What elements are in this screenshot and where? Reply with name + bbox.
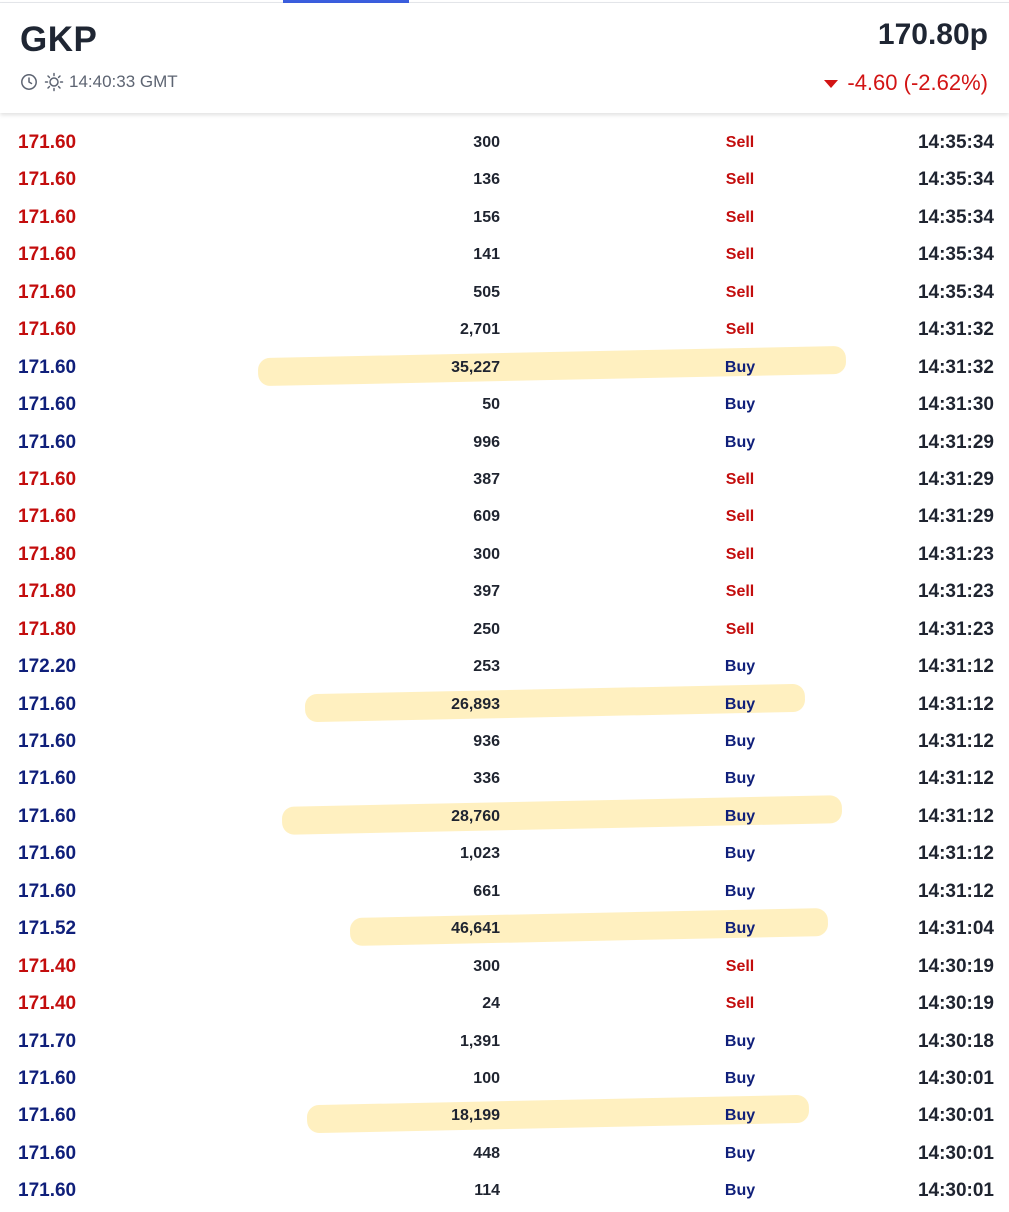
trade-side: Buy <box>724 695 756 713</box>
trade-side: Buy <box>724 1069 756 1087</box>
trade-row <box>0 1094 1009 1131</box>
ticker-symbol: GKP <box>20 20 98 59</box>
trade-time: 14:31:04 <box>917 918 994 940</box>
trade-quantity: 2,701 <box>459 321 500 339</box>
trade-price: 171.60 <box>18 880 77 902</box>
trade-side: Buy <box>724 920 756 938</box>
trade-time: 14:30:19 <box>917 955 994 977</box>
trade-row <box>0 1057 1009 1094</box>
trade-quantity: 136 <box>473 171 500 189</box>
trade-side: Sell <box>725 470 755 488</box>
trade-row <box>0 1020 1009 1057</box>
quote-time: 14:40:33 GMT <box>69 72 178 91</box>
trade-time: 14:31:12 <box>917 731 994 752</box>
trade-time: 14:35:34 <box>917 281 994 303</box>
trade-price: 171.80 <box>18 543 77 565</box>
trade-row <box>0 1132 1009 1169</box>
trade-quantity: 18,199 <box>451 1107 500 1125</box>
trade-side: Sell <box>725 583 755 601</box>
trade-side: Buy <box>724 882 756 900</box>
sun-icon <box>44 72 64 92</box>
trade-side: Buy <box>724 770 756 788</box>
trade-row <box>0 982 1009 1019</box>
trade-quantity: 505 <box>473 283 500 301</box>
trade-row <box>0 533 1009 570</box>
trade-row <box>0 383 1009 420</box>
trade-quantity: 114 <box>474 1182 500 1200</box>
trade-time: 14:35:34 <box>917 206 994 228</box>
price-change-value: -4.60 (-2.62%) <box>847 70 988 95</box>
trade-side: Buy <box>724 433 756 451</box>
trade-time: 14:30:18 <box>917 1030 994 1052</box>
trade-row <box>0 870 1009 907</box>
trade-row <box>0 570 1009 607</box>
trade-quantity: 250 <box>473 620 500 638</box>
trade-quantity: 100 <box>473 1069 500 1087</box>
trade-price: 171.80 <box>18 618 77 640</box>
price-change <box>824 70 988 96</box>
trade-quantity: 387 <box>473 470 500 488</box>
trade-quantity: 28,760 <box>451 807 500 825</box>
trade-time: 14:31:12 <box>917 805 994 827</box>
trade-quantity: 35,227 <box>451 358 500 376</box>
trade-side: Sell <box>725 995 755 1013</box>
trade-price: 171.60 <box>18 768 77 790</box>
trade-time: 14:30:01 <box>917 1105 994 1127</box>
trade-price: 171.60 <box>18 1067 77 1089</box>
trade-price: 171.60 <box>18 731 77 752</box>
trade-price: 171.60 <box>18 1105 77 1127</box>
trade-row <box>0 308 1009 345</box>
trade-price: 171.60 <box>18 319 77 341</box>
trade-time: 14:31:12 <box>917 656 994 678</box>
clock-icon <box>20 73 38 91</box>
trade-side: Buy <box>724 396 756 414</box>
trade-row <box>0 121 1009 158</box>
trade-time: 14:31:23 <box>917 581 994 603</box>
trade-quantity: 996 <box>473 433 500 451</box>
trade-row <box>0 458 1009 495</box>
trade-price: 171.70 <box>18 1030 77 1052</box>
trade-price: 171.60 <box>18 431 77 453</box>
trade-price: 171.60 <box>18 281 77 303</box>
trade-price: 171.40 <box>18 955 77 977</box>
trade-price: 171.60 <box>18 1180 77 1202</box>
quote-header <box>0 3 1009 113</box>
trade-time: 14:31:23 <box>917 618 994 640</box>
trade-quantity: 336 <box>473 770 500 788</box>
trade-side: Buy <box>724 733 756 750</box>
market-time <box>20 71 178 93</box>
trade-row <box>0 346 1009 383</box>
trade-side: Buy <box>724 1107 756 1125</box>
trade-row <box>0 271 1009 308</box>
trade-price: 171.60 <box>18 206 77 228</box>
highlighter-mark <box>350 908 828 946</box>
trade-time: 14:31:29 <box>917 506 994 528</box>
trade-row <box>0 720 1009 757</box>
trade-side: Buy <box>724 1182 756 1200</box>
trade-quantity: 26,893 <box>451 695 500 713</box>
trade-quantity: 936 <box>473 733 500 750</box>
trade-side: Sell <box>725 620 755 638</box>
trade-price: 171.60 <box>18 805 77 827</box>
trade-side: Sell <box>725 545 755 563</box>
trade-quantity: 300 <box>473 957 500 975</box>
trade-quantity: 253 <box>473 658 500 676</box>
trade-side: Sell <box>725 957 755 975</box>
trade-side: Sell <box>725 283 755 301</box>
trade-price: 171.60 <box>18 693 77 715</box>
trade-time: 14:30:01 <box>917 1180 994 1202</box>
trade-quantity: 448 <box>473 1144 500 1162</box>
trade-row <box>0 832 1009 869</box>
trade-price: 171.60 <box>18 468 77 490</box>
trade-side: Buy <box>724 358 756 376</box>
highlighter-mark <box>258 345 846 385</box>
trade-side: Buy <box>724 807 756 825</box>
trades-list <box>0 121 1009 1207</box>
trade-price: 171.52 <box>18 918 77 940</box>
trade-time: 14:31:29 <box>917 431 994 453</box>
trade-time: 14:31:12 <box>917 880 994 902</box>
last-price: 170.80p <box>877 18 988 51</box>
trade-side: Sell <box>725 134 755 151</box>
trade-time: 14:30:01 <box>917 1142 994 1164</box>
trade-row <box>0 795 1009 832</box>
trade-time: 14:31:32 <box>917 356 994 378</box>
trade-side: Sell <box>725 508 755 526</box>
trade-quantity: 1,023 <box>459 845 500 863</box>
trade-price: 171.60 <box>18 506 77 528</box>
trade-price: 171.60 <box>18 843 77 865</box>
trade-quantity: 397 <box>473 583 500 601</box>
trade-row <box>0 421 1009 458</box>
highlighter-mark <box>282 795 842 835</box>
trade-quantity: 156 <box>473 208 500 226</box>
trade-row <box>0 945 1009 982</box>
trade-row <box>0 1169 1009 1206</box>
trade-row <box>0 158 1009 195</box>
trade-time: 14:35:34 <box>917 244 994 266</box>
trade-quantity: 661 <box>473 882 500 900</box>
trade-time: 14:31:23 <box>917 543 994 565</box>
trade-price: 171.80 <box>18 581 77 603</box>
trade-side: Sell <box>725 321 755 339</box>
trade-quantity: 609 <box>473 508 500 526</box>
trade-price: 171.60 <box>18 169 77 191</box>
trade-side: Buy <box>724 845 756 863</box>
trade-side: Sell <box>725 208 755 226</box>
trade-quantity: 46,641 <box>451 920 500 938</box>
trade-row <box>0 645 1009 682</box>
trade-quantity: 1,391 <box>459 1032 500 1050</box>
trade-time: 14:31:12 <box>917 693 994 715</box>
trade-time: 14:31:30 <box>917 394 994 416</box>
trade-time: 14:31:29 <box>917 468 994 490</box>
trade-price: 171.60 <box>18 356 77 378</box>
trade-price: 171.60 <box>18 394 77 416</box>
trade-quantity: 141 <box>473 246 500 264</box>
trade-time: 14:35:34 <box>917 132 994 153</box>
trade-side: Buy <box>724 1144 756 1162</box>
trade-time: 14:30:19 <box>917 993 994 1015</box>
trade-quantity: 300 <box>473 545 500 563</box>
trade-quantity: 50 <box>482 396 500 414</box>
trade-price: 171.60 <box>18 244 77 266</box>
trade-time: 14:31:12 <box>917 768 994 790</box>
trade-row <box>0 907 1009 944</box>
trade-time: 14:31:32 <box>917 319 994 341</box>
trade-row <box>0 196 1009 233</box>
trade-row <box>0 495 1009 532</box>
trade-row <box>0 233 1009 270</box>
trade-side: Sell <box>725 246 755 264</box>
trade-time: 14:31:12 <box>917 843 994 865</box>
down-arrow-icon <box>824 80 838 88</box>
trade-quantity: 300 <box>473 134 500 151</box>
trade-quantity: 24 <box>482 995 500 1013</box>
trade-side: Buy <box>724 658 756 676</box>
trade-row <box>0 757 1009 794</box>
trade-side: Sell <box>725 171 755 189</box>
trade-row <box>0 608 1009 645</box>
trade-price: 171.60 <box>18 1142 77 1164</box>
trade-price: 171.60 <box>18 132 77 153</box>
trade-price: 172.20 <box>18 656 77 678</box>
trade-side: Buy <box>724 1032 756 1050</box>
trade-row <box>0 683 1009 720</box>
trade-time: 14:30:01 <box>917 1067 994 1089</box>
trade-price: 171.40 <box>18 993 77 1015</box>
trade-time: 14:35:34 <box>917 169 994 191</box>
